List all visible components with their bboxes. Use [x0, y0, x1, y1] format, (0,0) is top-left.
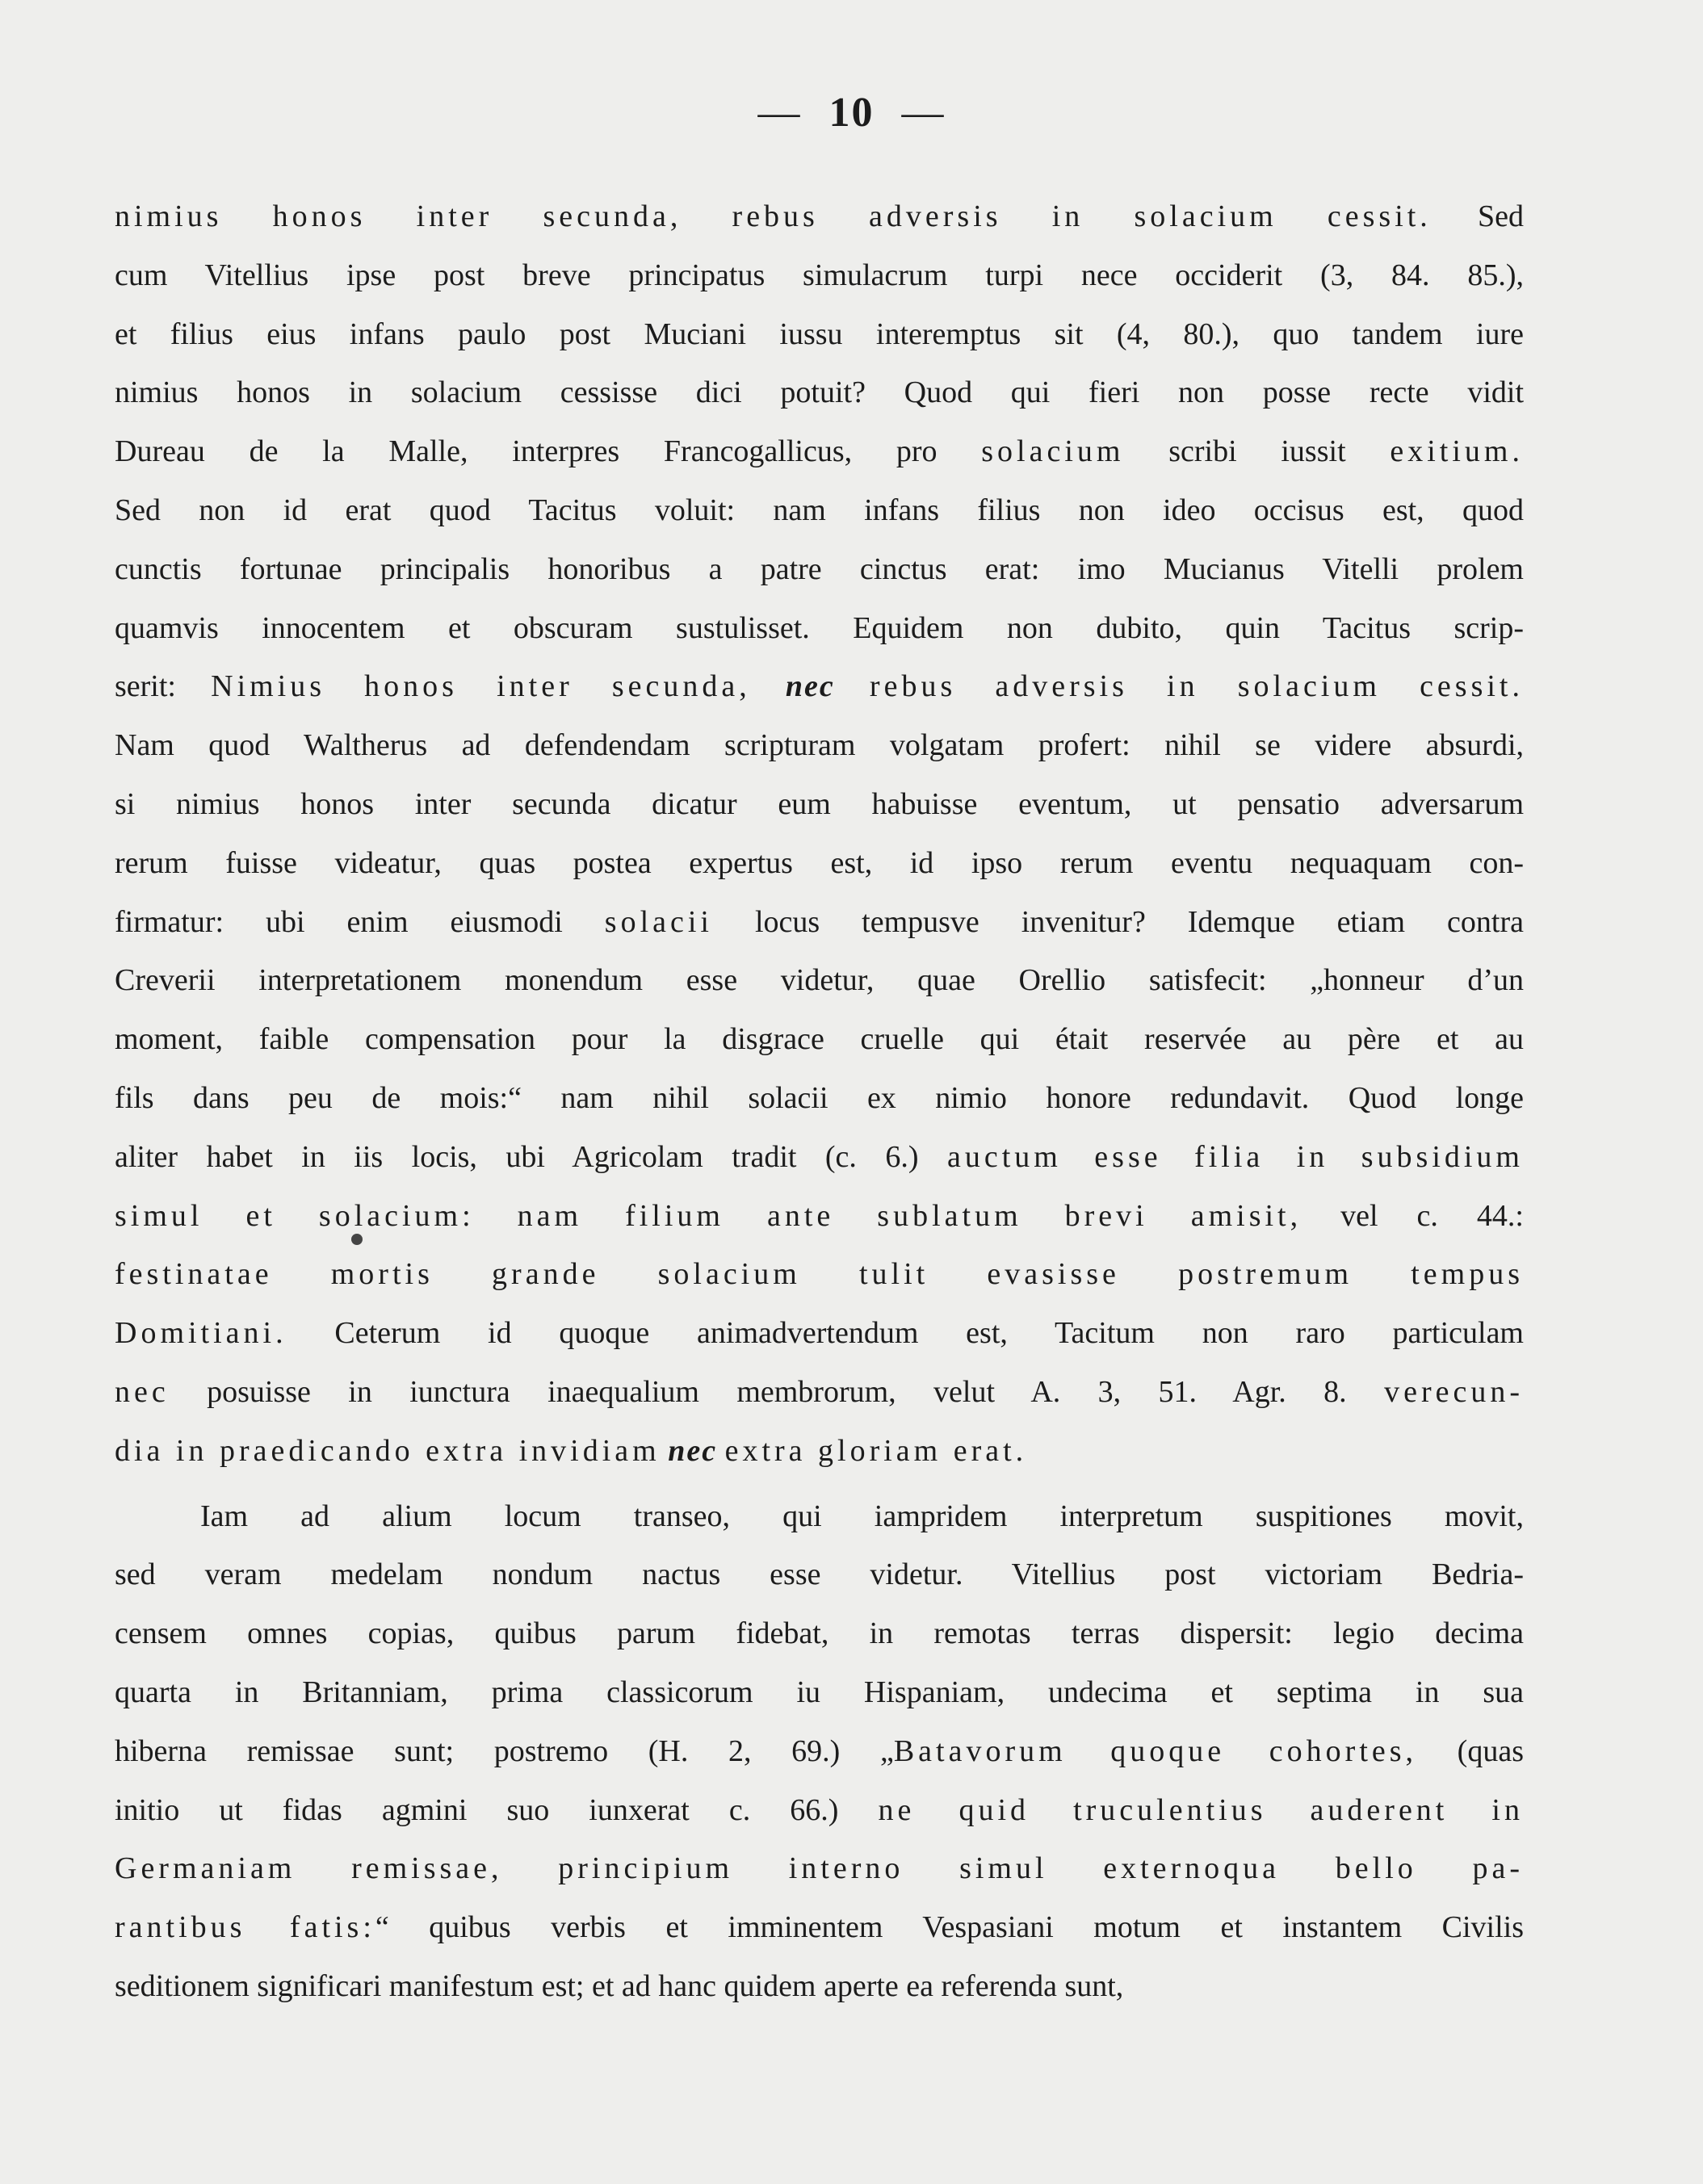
- text-line: [115, 1128, 1524, 1187]
- text-line: [115, 1363, 1524, 1422]
- text-run: Nam quod Waltherus ad defendendam scripturam volgatam profert: nihil se videre absurdi,: [115, 728, 1524, 763]
- spaced-quote: solacii: [604, 904, 713, 939]
- text-run: firmatur: ubi enim eiusmodi: [115, 904, 605, 939]
- text-run: censem omnes copias, quibus parum fidebat, in remotas terras dispersit: legio decima: [115, 1616, 1524, 1651]
- body-text: [115, 187, 1524, 2016]
- text-run: nimius honos in solacium cessisse dici potuit? Quod qui fieri non posse recte vidit: [115, 375, 1524, 410]
- spaced-quote: nec: [115, 1374, 170, 1409]
- text-line: [115, 1839, 1524, 1898]
- text-run: posuisse in iunctura inaequalium membrorum, velut A. 3, 51. Agr. 8.: [169, 1374, 1385, 1409]
- spaced-quote: Domitiani.: [115, 1316, 287, 1351]
- spaced-quote: auctum esse filia in subsidium: [947, 1139, 1524, 1174]
- page-number: 10: [828, 90, 875, 136]
- spaced-quote: Batavorum quoque cohortes,: [893, 1733, 1418, 1768]
- header-dash-left: —: [757, 90, 802, 136]
- text-run: seditionem significari manifestum est; et ad hanc quidem aperte ea referenda sunt,: [115, 1968, 1124, 2003]
- header-dash-right: —: [901, 90, 946, 136]
- text-run: cum Vitellius ipse post breve principatus simulacrum turpi nece occiderit (3, 84. 85.),: [115, 258, 1524, 292]
- text-run: Creverii interpretationem monendum esse videtur, quae Orellio satisfecit: „honneur d’un: [115, 963, 1524, 998]
- text-run: rerum fuisse videatur, quas postea expertus est, id ipso rerum eventu nequaquam con-: [115, 845, 1524, 880]
- text-run: Dureau de la Malle, interpres Francogallicus, pro: [115, 434, 982, 469]
- spaced-quote: exitium.: [1390, 434, 1524, 469]
- text-run: Ceterum id quoque animadvertendum est, Tacitum non raro particulam: [287, 1316, 1524, 1351]
- text-line: [115, 187, 1524, 246]
- text-run: serit:: [115, 669, 212, 704]
- spaced-quote: nimius honos inter secunda, rebus adversis in solacium cessit.: [115, 199, 1432, 233]
- text-line: [115, 1304, 1524, 1363]
- text-run: quarta in Britanniam, prima classicorum iu Hispaniam, undecima et septima in sua: [115, 1675, 1524, 1709]
- spaced-quote: rantibus fatis:: [115, 1910, 375, 1945]
- text-run: locus tempusve invenitur? Idemque etiam contra: [713, 904, 1524, 939]
- text-run: fils dans peu de mois:“ nam nihil solacii ex nimio honore redundavit. Quod longe: [115, 1080, 1524, 1115]
- text-line: [115, 1781, 1524, 1840]
- text-run: [835, 669, 870, 703]
- spaced-quote: dia in praedicando extra invidiam: [115, 1433, 661, 1468]
- text-run: sed veram medelam nondum nactus esse videtur. Vitellius post victoriam Bedria-: [115, 1557, 1524, 1592]
- text-line: [115, 1957, 1524, 2016]
- text-line: [115, 1545, 1524, 1604]
- text-line: [115, 951, 1524, 1010]
- print-speck: [351, 1234, 363, 1245]
- text-line: [115, 893, 1524, 952]
- text-line: [115, 775, 1524, 834]
- emphasis-nec: nec: [785, 669, 835, 704]
- text-run: aliter habet in iis locis, ubi Agricolam tradit (c. 6.): [115, 1139, 947, 1174]
- text-run: [661, 1434, 669, 1468]
- text-run: vel c. 44.:: [1302, 1198, 1524, 1233]
- text-line: [115, 1069, 1524, 1128]
- text-line: [115, 246, 1524, 305]
- page-header: [0, 87, 1703, 139]
- text-run: quamvis innocentem et obscuram sustulisset. Equidem non dubito, quin Tacitus scrip-: [115, 610, 1524, 645]
- spaced-quote: festinatae mortis grande solacium tulit evasisse postremum tempus: [115, 1257, 1524, 1292]
- text-line: [115, 657, 1524, 716]
- text-line: [115, 305, 1524, 364]
- spaced-quote: rebus adversis in solacium cessit.: [869, 669, 1524, 704]
- text-run: (quas: [1417, 1733, 1524, 1768]
- text-line: [115, 540, 1524, 599]
- text-run: “ quibus verbis et imminentem Vespasiani motum et instantem Civilis: [375, 1910, 1524, 1945]
- text-line: [115, 1722, 1524, 1781]
- emphasis-nec: nec: [668, 1433, 718, 1468]
- text-line: [115, 1245, 1524, 1304]
- text-run: si nimius honos inter secunda dicatur eum habuisse eventum, ut pensatio adversarum: [115, 786, 1524, 821]
- spaced-quote: simul et solacium: nam filium ante sublatum brevi amisit,: [115, 1198, 1302, 1233]
- text-run: [751, 669, 786, 703]
- text-line: [115, 363, 1524, 422]
- text-run: hiberna remissae sunt; postremo (H. 2, 69.) „: [115, 1733, 894, 1768]
- spaced-quote: Nimius honos inter secunda,: [211, 669, 751, 704]
- text-line: [115, 1422, 1524, 1481]
- text-line: [115, 422, 1524, 481]
- text-line: [115, 1663, 1524, 1722]
- spaced-quote: verecun-: [1384, 1374, 1524, 1409]
- text-line: [115, 1187, 1524, 1246]
- text-line: [115, 599, 1524, 658]
- spaced-quote: ne quid truculentius auderent in: [878, 1792, 1524, 1827]
- text-line: [115, 1487, 1524, 1546]
- text-line: [115, 1604, 1524, 1663]
- text-run: initio ut fidas agmini suo iunxerat c. 66.): [115, 1792, 879, 1827]
- text-run: et filius eius infans paulo post Muciani iussu interemptus sit (4, 80.), quo tandem iure: [115, 316, 1524, 351]
- text-run: Sed: [1431, 199, 1525, 233]
- text-line: [115, 481, 1524, 540]
- text-run: Sed non id erat quod Tacitus voluit: nam infans filius non ideo occisus est, quod: [115, 493, 1524, 527]
- text-run: scribi iussit: [1124, 434, 1391, 469]
- text-run: [717, 1434, 725, 1468]
- spaced-quote: solacium: [981, 434, 1125, 469]
- spaced-quote: extra gloriam erat.: [724, 1433, 1028, 1468]
- text-line: [115, 1898, 1524, 1957]
- text-line: [115, 1010, 1524, 1069]
- text-run: moment, faible compensation pour la disgrace cruelle qui était reservée au père et au: [115, 1022, 1524, 1057]
- text-line: [115, 716, 1524, 775]
- text-run: Iam ad alium locum transeo, qui iampridem interpretum suspitiones movit,: [200, 1499, 1524, 1533]
- text-line: [115, 834, 1524, 893]
- text-run: cunctis fortunae principalis honoribus a patre cinctus erat: imo Mucianus Vitelli prolem: [115, 551, 1524, 586]
- spaced-quote: Germaniam remissae, principium interno simul externoqua bello pa-: [115, 1851, 1524, 1886]
